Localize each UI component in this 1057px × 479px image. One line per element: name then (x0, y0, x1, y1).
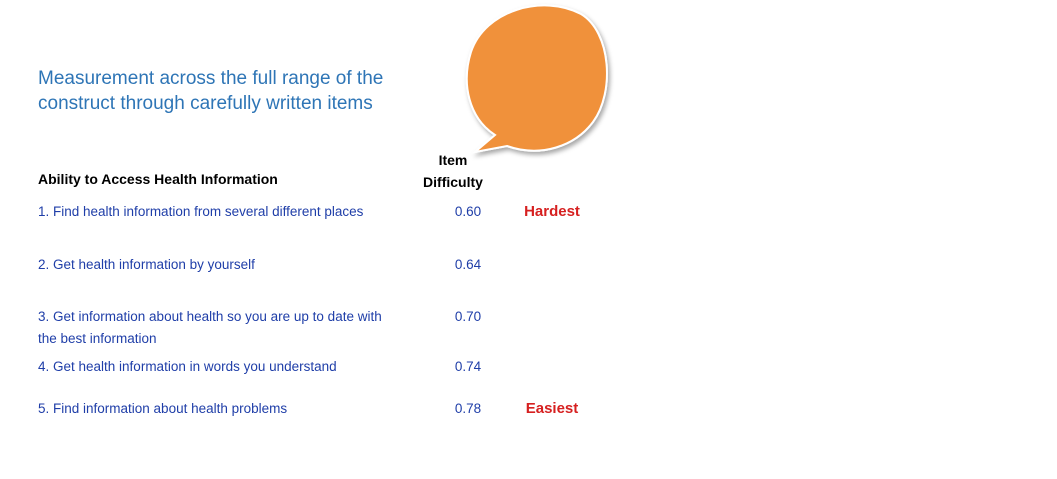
row-difficulty-value: 0.64 (454, 257, 482, 272)
callout-bubble (463, 0, 1053, 160)
row-item-text: 5. Find information about health problems (38, 401, 288, 416)
callout-shape (463, 0, 613, 160)
row-item-text: 1. Find health information from several different places (38, 204, 364, 219)
row-difficulty-value: 0.78 (454, 401, 482, 416)
row-item-text: 2. Get health information by yourself (38, 257, 255, 272)
slide-title: Measurement across the full range of the construct through carefully written items (38, 68, 384, 114)
row-tag-easiest: Easiest (525, 400, 579, 417)
column-header-item-difficulty: Item Difficulty (423, 152, 483, 190)
row-item-text: 3. Get information about health so you are up to date with the best information (38, 309, 382, 346)
column-header-ability: Ability to Access Health Information (38, 171, 278, 187)
row-item-text: 4. Get health information in words you understand (38, 359, 337, 374)
callout-text: 40% of people cannot do this or find it very difficulty (945, 11, 1053, 84)
row-difficulty-value: 0.70 (454, 309, 482, 324)
row-difficulty-value: 0.74 (454, 359, 482, 374)
row-tag-hardest: Hardest (524, 203, 580, 220)
row-difficulty-value: 0.60 (454, 204, 482, 219)
